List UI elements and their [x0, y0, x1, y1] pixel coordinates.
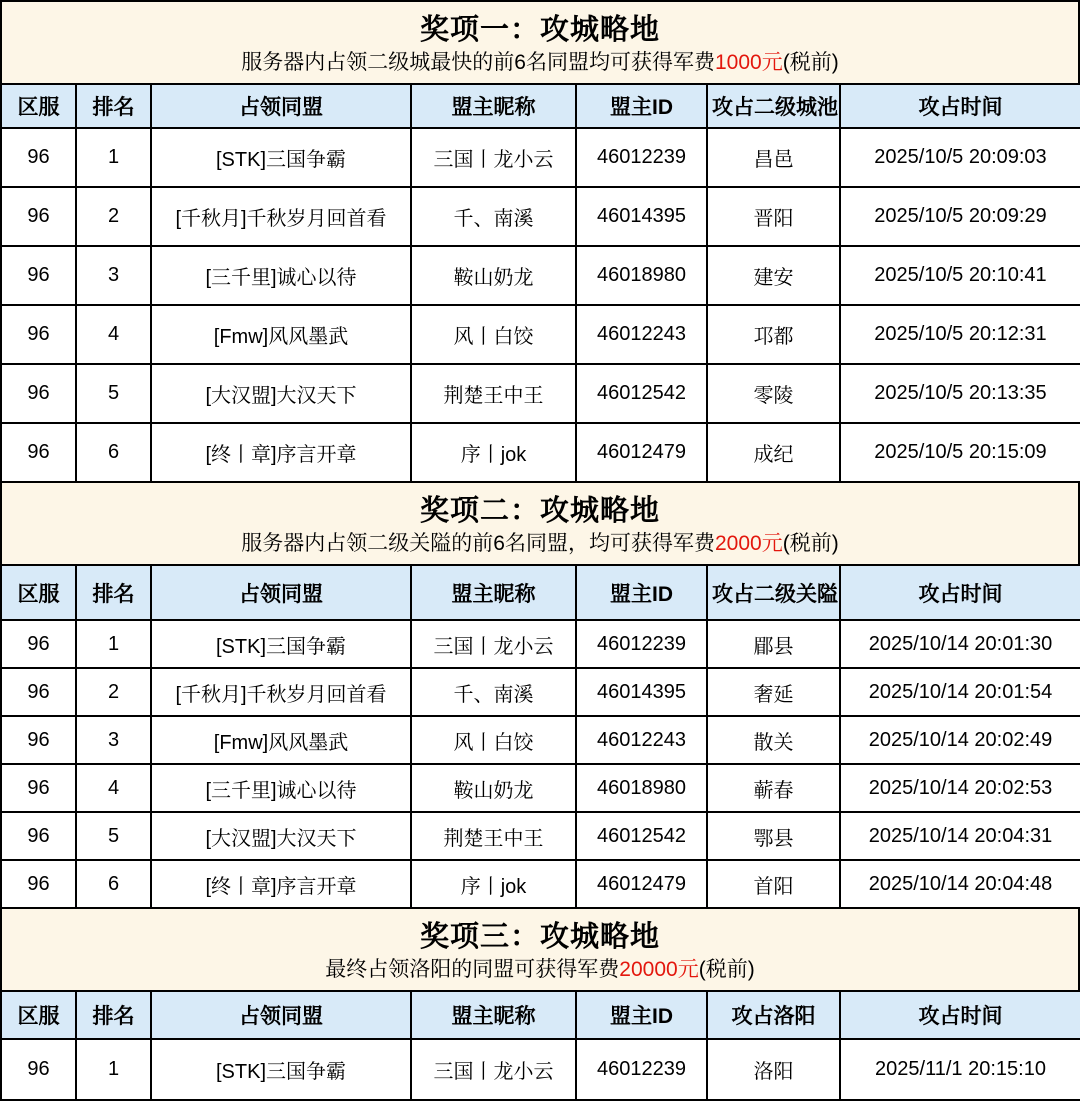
- cell-server: 96: [1, 860, 76, 908]
- cell-leader-nickname: 序丨jok: [411, 423, 576, 482]
- cell-server: 96: [1, 128, 76, 187]
- cell-rank: 1: [76, 620, 151, 668]
- cell-captured-place: 晋阳: [707, 187, 840, 246]
- cell-leader-nickname: 荆楚王中王: [411, 364, 576, 423]
- cell-alliance: [三千里]诚心以待: [151, 246, 411, 305]
- cell-alliance: [终丨章]序言开章: [151, 860, 411, 908]
- cell-leader-id: 46012243: [576, 305, 707, 364]
- cell-leader-nickname: 风丨白饺: [411, 305, 576, 364]
- cell-leader-id: 46012479: [576, 423, 707, 482]
- table-row: [1, 246, 1080, 305]
- cell-server: 96: [1, 246, 76, 305]
- cell-server: 96: [1, 716, 76, 764]
- prize-table-1: [0, 83, 1080, 483]
- cell-server: 96: [1, 423, 76, 482]
- column-header-server: 区服: [1, 565, 76, 620]
- cell-leader-id: 46018980: [576, 764, 707, 812]
- subtitle-amount: 1000元: [714, 51, 783, 74]
- cell-leader-id: 46012239: [576, 620, 707, 668]
- subtitle-text: 服务器内占领二级关隘的前6名同盟，均可获得军费: [241, 532, 715, 555]
- section-prize-2: [0, 481, 1080, 909]
- subtitle-suffix: (税前): [698, 958, 755, 981]
- section-title: 奖项一：攻城略地: [419, 14, 660, 46]
- cell-leader-id: 46012239: [576, 1039, 707, 1100]
- cell-capture-time: 2025/10/14 20:01:30: [840, 620, 1080, 668]
- table-header-row: [1, 991, 1080, 1039]
- section-subtitle: [2, 530, 1078, 558]
- cell-capture-time: 2025/10/14 20:04:31: [840, 812, 1080, 860]
- table-row: [1, 860, 1080, 908]
- column-header-rank: 排名: [76, 991, 151, 1039]
- cell-rank: 2: [76, 668, 151, 716]
- cell-captured-place: 蕲春: [707, 764, 840, 812]
- table-row: [1, 764, 1080, 812]
- cell-leader-nickname: 风丨白饺: [411, 716, 576, 764]
- column-header-server: 区服: [1, 84, 76, 128]
- subtitle-text: 服务器内占领二级城最快的前6名同盟均可获得军费: [241, 51, 715, 74]
- cell-captured-place: 郿县: [707, 620, 840, 668]
- column-header-captured-city: 攻占二级城池: [707, 84, 840, 128]
- column-header-captured-luoyang: 攻占洛阳: [707, 991, 840, 1039]
- cell-rank: 5: [76, 364, 151, 423]
- subtitle-amount: 2000元: [714, 532, 783, 555]
- cell-captured-place: 鄂县: [707, 812, 840, 860]
- cell-leader-id: 46012542: [576, 812, 707, 860]
- cell-captured-place: 零陵: [707, 364, 840, 423]
- section-subtitle: [2, 49, 1078, 77]
- cell-leader-id: 46018980: [576, 246, 707, 305]
- cell-rank: 3: [76, 716, 151, 764]
- cell-capture-time: 2025/10/5 20:12:31: [840, 305, 1080, 364]
- cell-leader-nickname: 鞍山奶龙: [411, 764, 576, 812]
- column-header-captured-pass: 攻占二级关隘: [707, 565, 840, 620]
- cell-server: 96: [1, 812, 76, 860]
- cell-alliance: [Fmw]风风墨武: [151, 305, 411, 364]
- section-title-band: [0, 907, 1080, 992]
- cell-alliance: [终丨章]序言开章: [151, 423, 411, 482]
- column-header-rank: 排名: [76, 565, 151, 620]
- cell-alliance: [大汉盟]大汉天下: [151, 812, 411, 860]
- table-row: [1, 716, 1080, 764]
- subtitle-amount: 20000元: [619, 958, 699, 981]
- table-row: [1, 364, 1080, 423]
- cell-rank: 2: [76, 187, 151, 246]
- subtitle-suffix: (税前): [782, 532, 839, 555]
- cell-server: 96: [1, 764, 76, 812]
- cell-capture-time: 2025/10/5 20:09:29: [840, 187, 1080, 246]
- cell-server: 96: [1, 364, 76, 423]
- table-row: [1, 1039, 1080, 1100]
- section-prize-1: [0, 0, 1080, 483]
- cell-leader-id: 46014395: [576, 187, 707, 246]
- cell-rank: 1: [76, 1039, 151, 1100]
- cell-alliance: [STK]三国争霸: [151, 1039, 411, 1100]
- table-header-row: [1, 84, 1080, 128]
- cell-server: 96: [1, 187, 76, 246]
- cell-capture-time: 2025/10/14 20:04:48: [840, 860, 1080, 908]
- cell-rank: 6: [76, 860, 151, 908]
- cell-capture-time: 2025/10/5 20:13:35: [840, 364, 1080, 423]
- subtitle-text: 最终占领洛阳的同盟可获得军费: [325, 958, 620, 981]
- cell-leader-nickname: 鞍山奶龙: [411, 246, 576, 305]
- table-row: [1, 187, 1080, 246]
- cell-server: 96: [1, 668, 76, 716]
- column-header-capture-time: 攻占时间: [840, 565, 1080, 620]
- cell-leader-nickname: 三国丨龙小云: [411, 128, 576, 187]
- table-header-row: [1, 565, 1080, 620]
- cell-capture-time: 2025/10/14 20:01:54: [840, 668, 1080, 716]
- cell-captured-place: 邛都: [707, 305, 840, 364]
- cell-captured-place: 散关: [707, 716, 840, 764]
- cell-capture-time: 2025/10/5 20:15:09: [840, 423, 1080, 482]
- prize-table-2: [0, 564, 1080, 909]
- cell-rank: 4: [76, 305, 151, 364]
- column-header-capture-time: 攻占时间: [840, 991, 1080, 1039]
- section-title-band: [0, 481, 1080, 566]
- cell-leader-id: 46014395: [576, 668, 707, 716]
- column-header-leader-nickname: 盟主昵称: [411, 565, 576, 620]
- prize-table-3: [0, 990, 1080, 1101]
- cell-capture-time: 2025/10/5 20:10:41: [840, 246, 1080, 305]
- table-row: [1, 620, 1080, 668]
- cell-leader-id: 46012243: [576, 716, 707, 764]
- cell-rank: 6: [76, 423, 151, 482]
- cell-rank: 1: [76, 128, 151, 187]
- cell-captured-place: 建安: [707, 246, 840, 305]
- table-row: [1, 668, 1080, 716]
- cell-server: 96: [1, 305, 76, 364]
- cell-leader-id: 46012542: [576, 364, 707, 423]
- table-row: [1, 305, 1080, 364]
- cell-captured-place: 成纪: [707, 423, 840, 482]
- cell-alliance: [Fmw]风风墨武: [151, 716, 411, 764]
- cell-captured-place: 奢延: [707, 668, 840, 716]
- cell-rank: 4: [76, 764, 151, 812]
- cell-alliance: [千秋月]千秋岁月回首看: [151, 668, 411, 716]
- cell-alliance: [STK]三国争霸: [151, 128, 411, 187]
- column-header-leader-id: 盟主ID: [576, 991, 707, 1039]
- cell-leader-id: 46012479: [576, 860, 707, 908]
- column-header-leader-id: 盟主ID: [576, 84, 707, 128]
- cell-server: 96: [1, 1039, 76, 1100]
- cell-capture-time: 2025/10/5 20:09:03: [840, 128, 1080, 187]
- cell-captured-place: 首阳: [707, 860, 840, 908]
- cell-server: 96: [1, 620, 76, 668]
- column-header-server: 区服: [1, 991, 76, 1039]
- column-header-alliance: 占领同盟: [151, 84, 411, 128]
- column-header-leader-nickname: 盟主昵称: [411, 84, 576, 128]
- cell-alliance: [STK]三国争霸: [151, 620, 411, 668]
- cell-leader-nickname: 荆楚王中王: [411, 812, 576, 860]
- section-prize-3: [0, 907, 1080, 1101]
- column-header-rank: 排名: [76, 84, 151, 128]
- column-header-alliance: 占领同盟: [151, 991, 411, 1039]
- cell-leader-nickname: 三国丨龙小云: [411, 620, 576, 668]
- subtitle-suffix: (税前): [782, 51, 839, 74]
- cell-captured-place: 洛阳: [707, 1039, 840, 1100]
- cell-leader-nickname: 序丨jok: [411, 860, 576, 908]
- cell-alliance: [千秋月]千秋岁月回首看: [151, 187, 411, 246]
- column-header-alliance: 占领同盟: [151, 565, 411, 620]
- table-row: [1, 128, 1080, 187]
- cell-capture-time: 2025/11/1 20:15:10: [840, 1039, 1080, 1100]
- cell-alliance: [三千里]诚心以待: [151, 764, 411, 812]
- cell-capture-time: 2025/10/14 20:02:53: [840, 764, 1080, 812]
- column-header-leader-nickname: 盟主昵称: [411, 991, 576, 1039]
- section-title: 奖项三：攻城略地: [419, 921, 660, 953]
- cell-capture-time: 2025/10/14 20:02:49: [840, 716, 1080, 764]
- section-subtitle: [2, 956, 1078, 984]
- column-header-capture-time: 攻占时间: [840, 84, 1080, 128]
- cell-captured-place: 昌邑: [707, 128, 840, 187]
- cell-rank: 5: [76, 812, 151, 860]
- table-row: [1, 812, 1080, 860]
- section-title-band: [0, 0, 1080, 85]
- table-row: [1, 423, 1080, 482]
- section-title: 奖项二：攻城略地: [419, 495, 660, 527]
- cell-alliance: [大汉盟]大汉天下: [151, 364, 411, 423]
- column-header-leader-id: 盟主ID: [576, 565, 707, 620]
- cell-rank: 3: [76, 246, 151, 305]
- cell-leader-id: 46012239: [576, 128, 707, 187]
- cell-leader-nickname: 千、南溪: [411, 668, 576, 716]
- cell-leader-nickname: 三国丨龙小云: [411, 1039, 576, 1100]
- cell-leader-nickname: 千、南溪: [411, 187, 576, 246]
